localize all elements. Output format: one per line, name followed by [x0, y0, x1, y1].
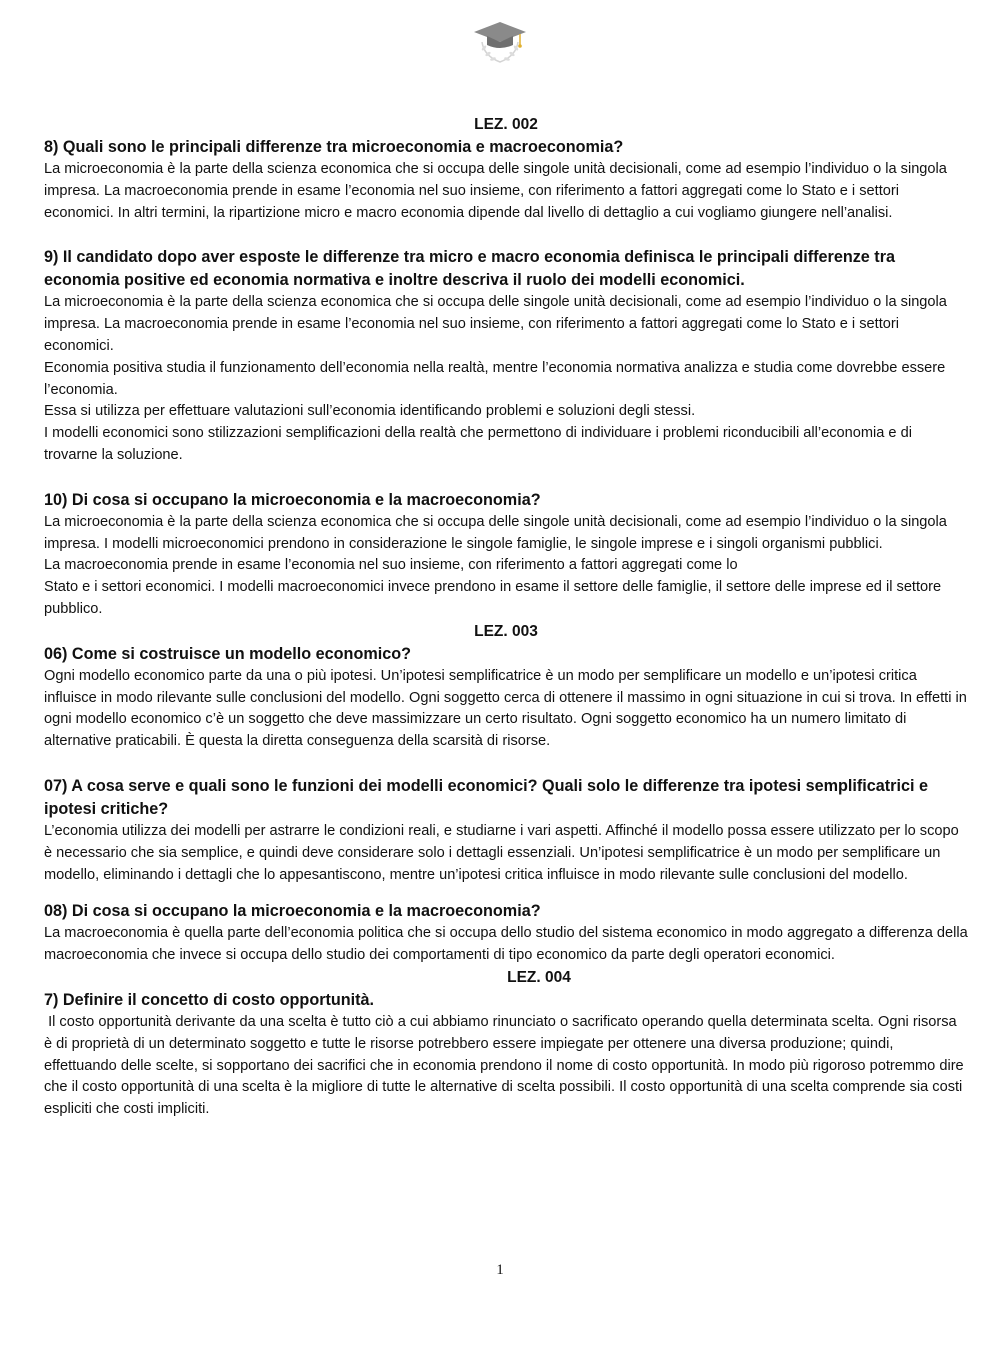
question-heading: 8) Quali sono le principali differenze tra microeconomia e macroeconomia? [44, 138, 624, 156]
question-heading: 08) Di cosa si occupano la microeconomia e la macroeconomia? [44, 902, 541, 921]
lesson-heading: LEZ. 004 [507, 968, 571, 986]
answer-text: L’economia utilizza dei modelli per astrarre le condizioni reali, e studiarne i vari aspetti. Affinché il modello possa essere utilizzato per lo scopo è necessario che sia semplice, e quindi deve considerare solo i dettagli essenziali. Un’ipotesi semplificatrice è un modo per semplificare un modello, eliminando i dettagli che lo appesantiscono, mentre un’ipotesi critica influisce in modo rilevante sulle conclusioni del modello. [44, 822, 963, 883]
answer-text: La microeconomia è la parte della scienza economica che si occupa delle singole unità decisionali, come ad esempio l’individuo o la singola impresa. La macroeconomia prende in esame l’economia nel suo insieme, con riferimento a fattori aggregati come lo Stato e i settori economici. Economia positiva studia il funzionamento dell’economia nella realtà, mentre l’economia normativa analizza e studia come dovrebbe essere l’economia. Essa si utilizza per effettuare valutazioni sull’economia identificando problemi e soluzioni degli stessi. I modelli economici sono stilizzazioni semplificazioni della realtà che permettono di individuare i problemi riconducibili all’economia e di trovarne la soluzione. [44, 294, 947, 463]
question-heading: 06) Come si costruisce un modello economico? [44, 644, 412, 663]
spacer [44, 224, 968, 246]
question-heading: 7) Definire il concetto di costo opportunità. [44, 990, 375, 1009]
spacer [44, 886, 968, 900]
question-heading: 9) Il candidato dopo aver esposte le differenze tra micro e macro economia definisca le principali differenze tra economia positive ed economia normativa e inoltre descriva il ruolo dei modelli economici. [44, 248, 895, 290]
lesson-heading: LEZ. 002 [474, 116, 538, 133]
answer-text: La microeconomia è la parte della scienza economica che si occupa delle singole unità decisionali, come ad esempio l’individuo o la singola impresa. I modelli microeconomici prendono in considerazione le singole famiglie, le singole imprese e i singoli organismi pubblici. La macroeconomia prende in esame l’economia nel suo insieme, con riferimento a fattori aggregati come lo Stato e i settori economici. I modelli macroeconomici invece prendono in esame il settore delle famiglie, il settore delle imprese ed il settore pubblico. [44, 513, 947, 617]
page-number: 1 [496, 1262, 504, 1278]
question-heading: 10) Di cosa si occupano la microeconomia e la macroeconomia? [44, 490, 541, 509]
answer-text: Il costo opportunità derivante da una scelta è tutto ciò a cui abbiamo rinunciato o sacrificato operando quella determinata scelta. Ogni risorsa è di proprietà di un determinato soggetto e tutte le risorse potrebbero essere impiegate per ottenere una diversa produzione; quindi, effettuando delle scelte, si sopportano dei sacrifici che in economia prendono il nome di costo opportunità. In modo più rigoroso potremmo dire che il costo opportunità di una scelta è la migliore di tutte le alternative di scelta possibili. Il costo opportunità di una scelta comprende sia costi espliciti che costi impliciti. [44, 1013, 968, 1118]
spacer [44, 467, 968, 489]
document-body [44, 114, 972, 1121]
spacer [44, 753, 968, 775]
question-heading: 07) A cosa serve e quali sono le funzioni dei modelli economici? Quali solo le differenze tra ipotesi semplificatrici e ipotesi critiche? [44, 776, 928, 818]
answer-text: La microeconomia è la parte della scienza economica che si occupa delle singole unità decisionali, come ad esempio l’individuo o la singola impresa. La macroeconomia prende in esame l’economia nel suo insieme, con riferimento a fattori aggregati come lo Stato e i settori economici. In altri termini, la ripartizione micro e macro economia dipende dal livello di dettaglio a cui vogliamo giungere nell’analisi. [44, 161, 951, 221]
lesson-heading: LEZ. 003 [474, 622, 538, 640]
answer-text: Ogni modello economico parte da una o più ipotesi. Un’ipotesi semplificatrice è un modo per semplificare un modello e un’ipotesi critica influisce in modo rilevante sulle conclusioni del modello. Ogni soggetto cerca di ottenere il massimo in ogni situazione in cui si trova. In effetti in ogni modello economico c’è un soggetto che deve massimizzare un certo risultato. Ogni soggetto economico ha un numero limitato di alternative praticabili. È questa la diretta conseguenza della scarsità di risorse. [44, 667, 971, 750]
answer-text: La macroeconomia è quella parte dell’economia politica che si occupa dello studio del sistema economico in modo aggregato a differenza della macroeconomia che invece si occupa dello studio dei comportamenti di tipo economico da parte degli operatori economici. [44, 925, 972, 964]
graduation-cap-icon [472, 16, 528, 66]
